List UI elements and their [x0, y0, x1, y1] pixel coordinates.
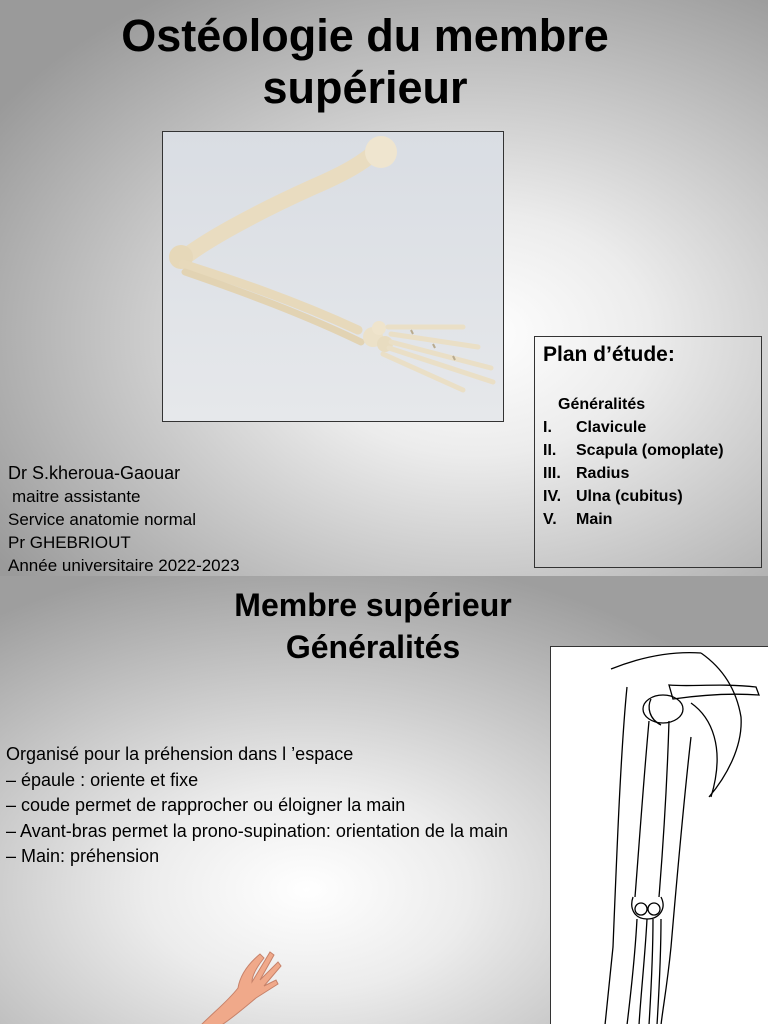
- study-plan-item-number: IV.: [543, 488, 562, 505]
- study-plan-intro: Généralités: [558, 396, 646, 413]
- study-plan-item: [543, 439, 761, 462]
- study-plan-item: [543, 485, 761, 508]
- study-plan-box: [534, 336, 762, 568]
- author-info: [8, 462, 240, 576]
- slide-1-title: Ostéologie du membre supérieur: [121, 10, 609, 113]
- author-supervisor: Pr GHEBRIOUT: [8, 533, 131, 552]
- hand-illustration: [190, 936, 290, 1024]
- slide-2-title-line-2: Généralités: [285, 629, 461, 665]
- author-name: Dr S.kheroua-Gaouar: [8, 463, 181, 483]
- study-plan-title: Plan d’étude:: [543, 343, 675, 366]
- body-line: Organisé pour la préhension dans l ’espace: [6, 744, 354, 764]
- slide-2: [0, 576, 768, 1024]
- study-plan-item-label: Radius: [576, 465, 630, 482]
- slide-2-body: [6, 742, 541, 870]
- academic-year: Année universitaire 2022-2023: [8, 556, 240, 575]
- study-plan-item-label: Main: [576, 511, 613, 528]
- study-plan-item-number: V.: [543, 511, 557, 528]
- body-line: – épaule : oriente et fixe: [6, 769, 199, 790]
- study-plan-item-label: Scapula (omoplate): [576, 442, 724, 459]
- upper-limb-line-drawing: [551, 647, 768, 1024]
- slide-2-title-line-1: Membre supérieur: [234, 587, 512, 623]
- skeleton-arm-photo: [162, 131, 504, 422]
- body-line: – Main: préhension: [6, 846, 160, 866]
- author-role: maitre assistante: [12, 487, 141, 506]
- upper-limb-bone-diagram: [550, 646, 768, 1024]
- study-plan-item: [543, 508, 761, 531]
- slide-2-title: [150, 584, 596, 668]
- study-plan-list: [543, 416, 761, 531]
- study-plan-item-label: Clavicule: [576, 419, 647, 436]
- author-service: Service anatomie normal: [8, 510, 197, 529]
- study-plan-item-number: II.: [543, 442, 557, 459]
- study-plan-item: [543, 462, 761, 485]
- study-plan-item-number: III.: [543, 465, 561, 482]
- study-plan-item-label: Ulna (cubitus): [576, 488, 683, 505]
- body-line: – coude permet de rapprocher ou éloigner la main: [6, 795, 406, 815]
- study-plan-item: [543, 416, 761, 439]
- body-line: – Avant-bras permet la prono-supination: orientation de la main: [6, 820, 508, 841]
- study-plan-item-number: I.: [543, 419, 552, 436]
- skeleton-arm-illustration: [163, 132, 503, 421]
